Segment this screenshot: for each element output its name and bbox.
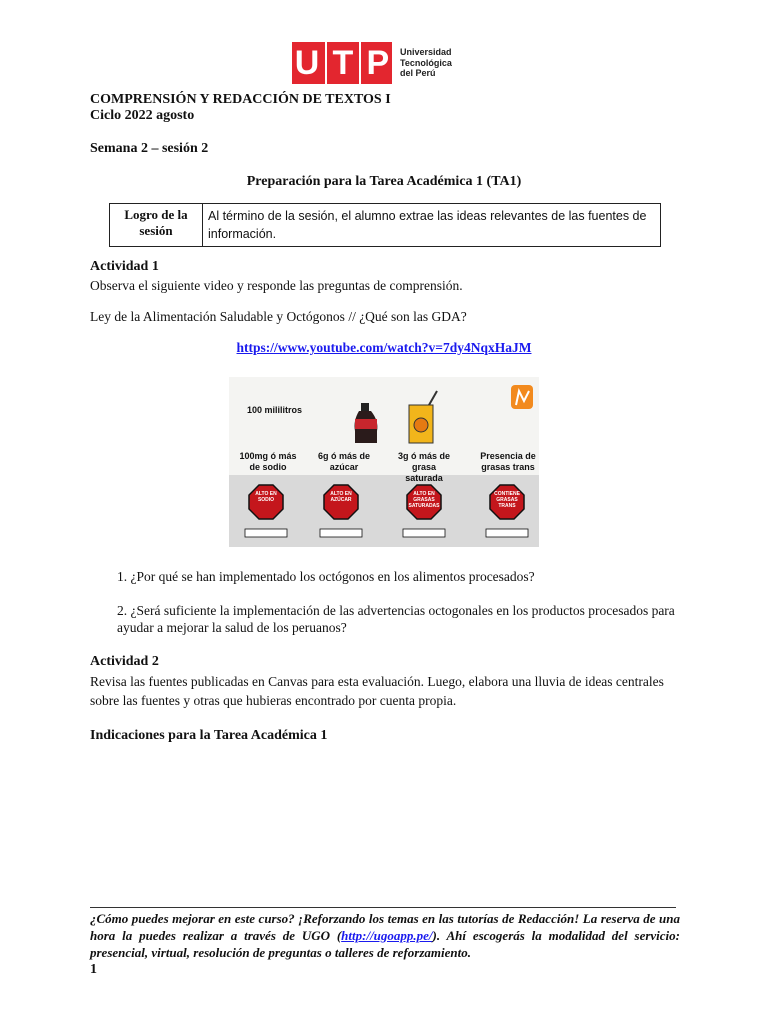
actividad-1-instruction: Observa el siguiente video y responde las preguntas de comprensión. xyxy=(90,278,463,293)
video-heading: 100 mililitros xyxy=(247,405,303,415)
sign-grasas-trans: CONTIENE GRASAS TRANS xyxy=(494,491,520,509)
logro-table xyxy=(109,203,661,247)
actividad-2-heading: Actividad 2 xyxy=(90,654,159,669)
caption-grasas-trans: Presencia de grasas trans xyxy=(480,451,536,472)
sign-grasas-saturadas: ALTO EN GRASAS SATURADAS xyxy=(408,491,440,509)
actividad-2-text: Revisa las fuentes publicadas en Canvas para esta evaluación. Luego, elabora una lluvia de ideas centrales sobre las fuentes y otras que hubieras encontrado por cuenta propia. xyxy=(90,674,664,708)
actividad-1-heading: Actividad 1 xyxy=(90,259,159,274)
video-thumbnail[interactable] xyxy=(229,377,539,547)
utp-logo xyxy=(292,42,392,84)
logo-letter-p: P xyxy=(366,44,390,82)
sign-azucar: ALTO EN AZÚCAR xyxy=(330,491,352,503)
indicaciones-heading: Indicaciones para la Tarea Académica 1 xyxy=(90,728,328,743)
ugo-link[interactable]: http://ugoapp.pe/ xyxy=(341,928,433,943)
logo-letter-t: T xyxy=(332,44,354,82)
caption-grasa-saturada: 3g ó más de grasa saturada xyxy=(397,451,451,483)
youtube-link[interactable]: https://www.youtube.com/watch?v=7dy4NqxHaJM xyxy=(236,340,532,355)
footer-divider xyxy=(90,907,676,908)
question-1: 1. ¿Por qué se han implementado los octógonos en los alimentos procesados? xyxy=(117,569,535,584)
page-title: Preparación para la Tarea Académica 1 (TA1) xyxy=(246,174,522,189)
footer-note: ¿Cómo puedes mejorar en este curso? ¡Reforzando los temas en las tutorías de Redacción! La reserva de una hora la puedes realizar a través de UGO (http://ugoapp.pe/). Ahí escogerás la modalidad del servicio: presencial, virtual, resolución de preguntas o talleres de reforzamiento. xyxy=(90,911,680,960)
caption-azucar: 6g ó más de azúcar xyxy=(317,451,371,472)
logro-label: Logro de la sesión xyxy=(110,204,203,247)
question-2: 2. ¿Será suficiente la implementación de las advertencias octogonales en los productos procesados para ayudar a mejorar la salud de los peruanos? xyxy=(117,603,675,635)
cycle-label: Ciclo 2022 agosto xyxy=(90,108,195,123)
course-title: COMPRENSIÓN Y REDACCIÓN DE TEXTOS I xyxy=(90,92,391,107)
video-title: Ley de la Alimentación Saludable y Octógonos // ¿Qué son las GDA? xyxy=(90,309,467,324)
logro-text: Al término de la sesión, el alumno extrae las ideas relevantes de las fuentes de información. xyxy=(203,204,661,247)
session-label: Semana 2 – sesión 2 xyxy=(90,141,209,156)
page-number: 1 xyxy=(90,962,97,977)
sign-sodio: ALTO EN SODIO xyxy=(255,491,277,503)
logo-letter-u: U xyxy=(294,44,320,82)
logo-university-name: Universidad Tecnológica del Perú xyxy=(400,47,452,78)
caption-sodio: 100mg ó más de sodio xyxy=(239,451,297,472)
